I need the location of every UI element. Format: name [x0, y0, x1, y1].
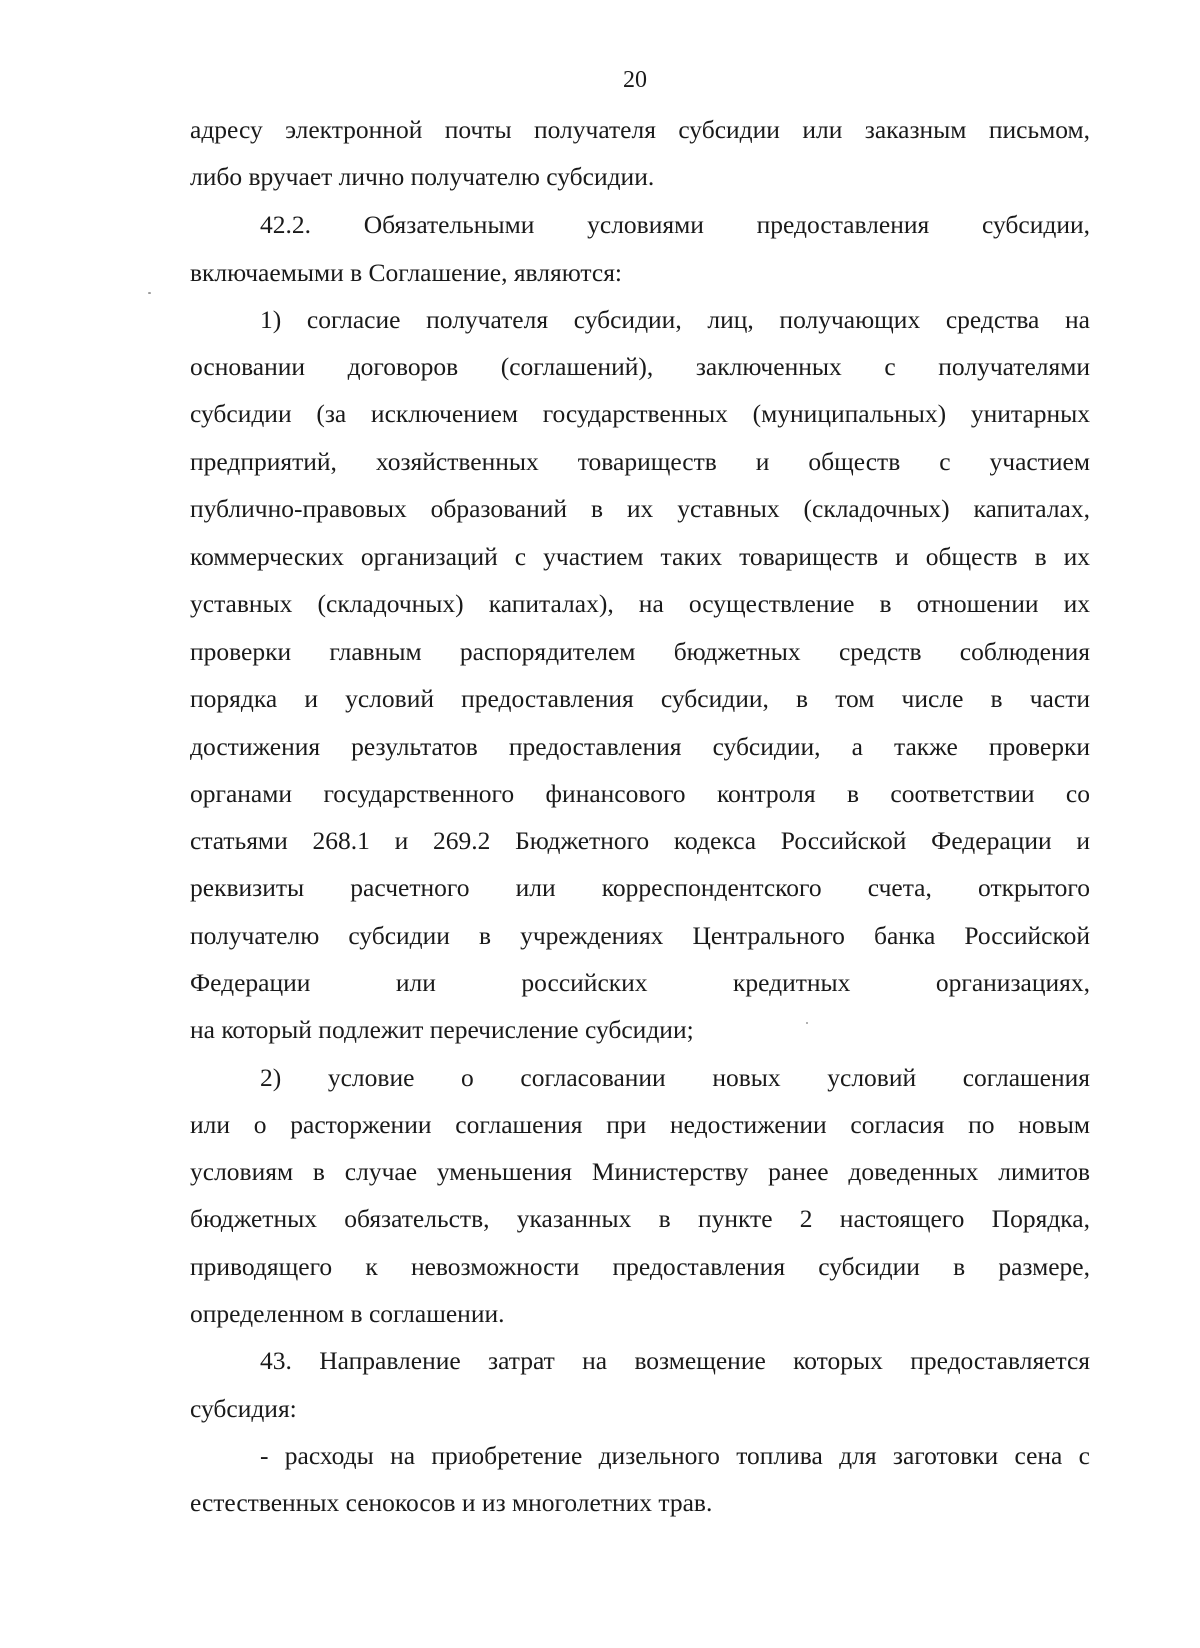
paragraph-line	[190, 675, 1090, 723]
text-line: субсидии (за исключением государственных (муниципальных) унитарных	[190, 399, 1090, 428]
text-line: приводящего к невозможности предоставления субсидии в размере,	[190, 1252, 1090, 1281]
text-line: достижения результатов предоставления субсидии, а также проверки	[190, 732, 1090, 761]
text-line: адресу электронной почты получателя субсидии или заказным письмом,	[190, 115, 1090, 144]
paragraph-line	[190, 1148, 1090, 1196]
paragraph-line	[190, 1337, 1090, 1385]
text-line: коммерческих организаций с участием таких товариществ и обществ в их	[190, 542, 1090, 571]
paragraph-line	[190, 1101, 1090, 1149]
paragraph-line	[190, 296, 1090, 344]
paragraph-line	[190, 485, 1090, 533]
paragraph-line	[190, 580, 1090, 628]
text-line: 1) согласие получателя субсидии, лиц, получающих средства на	[260, 305, 1090, 334]
text-line: получателю субсидии в учреждениях Центрального банка Российской	[190, 921, 1090, 950]
scan-speck	[806, 1022, 808, 1024]
paragraph-line	[190, 249, 1090, 297]
text-line: либо вручает лично получателю субсидии.	[190, 162, 655, 191]
text-line: Федерации или российских кредитных организациях,	[190, 968, 1090, 997]
paragraph-line	[190, 770, 1090, 818]
paragraph-line	[190, 201, 1090, 249]
text-line: порядка и условий предоставления субсидии, в том числе в части	[190, 684, 1090, 713]
paragraph-line	[190, 106, 1090, 154]
text-line: субсидия:	[190, 1394, 297, 1423]
paragraph-line	[190, 390, 1090, 438]
text-line: органами государственного финансового контроля в соответствии со	[190, 779, 1090, 808]
text-line: предприятий, хозяйственных товариществ и обществ с участием	[190, 447, 1090, 476]
paragraph-line	[190, 1432, 1090, 1480]
paragraph-line	[190, 1290, 1090, 1338]
paragraph-line	[190, 343, 1090, 391]
paragraph-line	[190, 533, 1090, 581]
paragraph-line	[190, 1385, 1090, 1433]
paragraph-line	[190, 628, 1090, 676]
page-number: 20	[623, 67, 647, 93]
paragraph-line	[190, 864, 1090, 912]
text-line: 2) условие о согласовании новых условий соглашения	[260, 1063, 1090, 1092]
paragraph-line	[190, 912, 1090, 960]
paragraph-line	[190, 1479, 1090, 1527]
text-line: бюджетных обязательств, указанных в пункте 2 настоящего Порядка,	[190, 1204, 1090, 1233]
paragraph-line	[190, 959, 1090, 1007]
text-line: реквизиты расчетного или корреспондентского счета, открытого	[190, 873, 1090, 902]
paragraph-line	[190, 1054, 1090, 1102]
text-line: или о расторжении соглашения при недостижении согласия по новым	[190, 1110, 1090, 1139]
paragraph-line	[190, 1243, 1090, 1291]
text-line: статьями 268.1 и 269.2 Бюджетного кодекса Российской Федерации и	[190, 826, 1090, 855]
text-line: 42.2. Обязательными условиями предоставления субсидии,	[260, 210, 1090, 239]
text-line: публично-правовых образований в их уставных (складочных) капиталах,	[190, 494, 1090, 523]
paragraph-line	[190, 1195, 1090, 1243]
paragraph-line	[190, 817, 1090, 865]
paragraph-line	[190, 153, 1090, 201]
text-line: 43. Направление затрат на возмещение которых предоставляется	[260, 1346, 1090, 1375]
text-line: основании договоров (соглашений), заключенных с получателями	[190, 352, 1090, 381]
paragraph-line	[190, 438, 1090, 486]
scan-speck	[148, 292, 151, 294]
text-line: проверки главным распорядителем бюджетных средств соблюдения	[190, 637, 1090, 666]
text-line: на который подлежит перечисление субсидии;	[190, 1015, 694, 1044]
text-line: определенном в соглашении.	[190, 1299, 505, 1328]
text-line: условиям в случае уменьшения Министерству ранее доведенных лимитов	[190, 1157, 1090, 1186]
text-line: уставных (складочных) капиталах), на осуществление в отношении их	[190, 589, 1090, 618]
paragraph-line	[190, 1006, 1090, 1054]
text-line: - расходы на приобретение дизельного топлива для заготовки сена с	[260, 1441, 1090, 1470]
text-line: естественных сенокосов и из многолетних трав.	[190, 1488, 713, 1517]
text-line: включаемыми в Соглашение, являются:	[190, 258, 623, 287]
paragraph-line	[190, 723, 1090, 771]
